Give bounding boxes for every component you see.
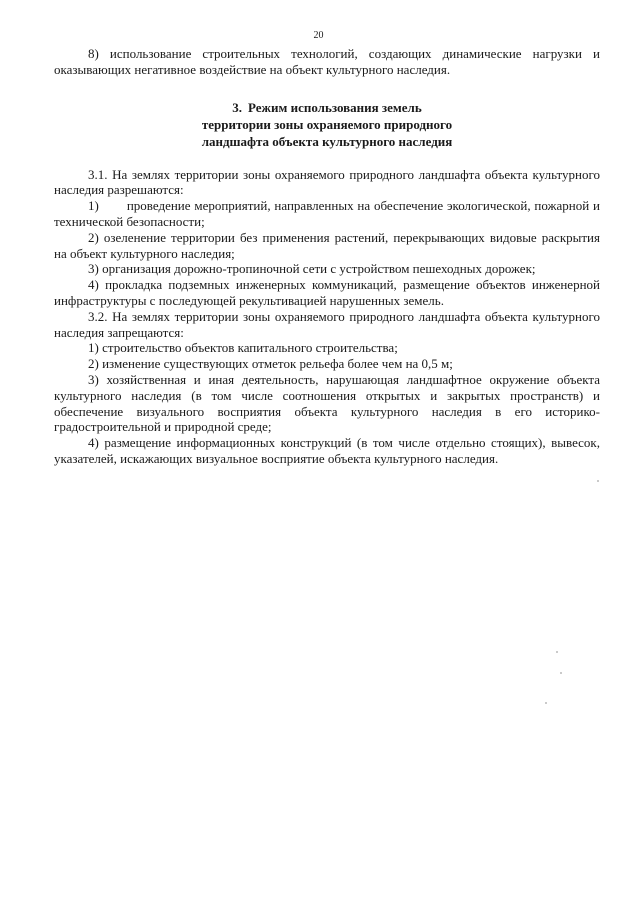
paragraph-3-1-item-1 — [54, 198, 600, 230]
scan-speck — [556, 651, 558, 653]
paragraph-3-1-item-4: 4) прокладка подземных инженерных коммуникаций, размещение объектов инженерной инфраструктуры с последующей рекультивацией нарушенных земель. — [54, 277, 600, 308]
scan-speck — [597, 480, 599, 482]
paragraph-3-1-intro: 3.1. На землях территории зоны охраняемого природного ландшафта объекта культурного наследия разрешаются: — [54, 166, 600, 198]
paragraph-3-2-item-1: 1) строительство объектов капитального строительства; — [88, 340, 398, 356]
section-heading-line-1 — [54, 99, 600, 116]
item-number: 1) — [88, 198, 99, 214]
page-number: 20 — [313, 30, 324, 41]
section-heading-text-1: Режим использования земель — [248, 99, 422, 115]
scan-speck — [545, 702, 547, 704]
paragraph-3-1-item-2: 2) озеленение территории без применения растений, перекрывающих видовые раскрытия на объект культурного наследия; — [54, 229, 600, 261]
section-number: 3. — [232, 99, 243, 115]
paragraph-3-2-intro: 3.2. На землях территории зоны охраняемого природного ландшафта объекта культурного наследия запрещаются: — [54, 308, 600, 340]
paragraph-3-2-item-4: 4) размещение информационных конструкций (в том числе отдельно стоящих), вывесок, указателей, искажающих визуальное восприятие объекта культурного наследия. — [54, 435, 600, 466]
scan-speck — [560, 672, 562, 674]
section-heading-line-3: ландшафта объекта культурного наследия — [201, 133, 453, 149]
paragraph-3-1-item-3: 3) организация дорожно-тропиночной сети с устройством пешеходных дорожек; — [88, 261, 536, 277]
paragraph-item-8: 8) использование строительных технологий, создающих динамические нагрузки и оказывающих негативное воздействие на объект культурного наследия. — [54, 46, 600, 77]
document-body — [54, 46, 600, 467]
paragraph-3-2-item-3: 3) хозяйственная и иная деятельность, нарушающая ландшафтное окружение объекта культурного наследия (в том числе соотношения открытых и закрытых пространств) и обеспечение визуального восприятия объекта культурного наследия в его историко-градостроительной и природной среде; — [54, 371, 600, 435]
section-heading — [54, 99, 600, 150]
paragraph-3-2-item-2: 2) изменение существующих отметок рельефа более чем на 0,5 м; — [88, 356, 453, 372]
item-text: проведение мероприятий, направленных на обеспечение экологической, пожарной и технической безопасности; — [54, 198, 600, 229]
section-heading-line-2: территории зоны охраняемого природного — [201, 116, 453, 132]
